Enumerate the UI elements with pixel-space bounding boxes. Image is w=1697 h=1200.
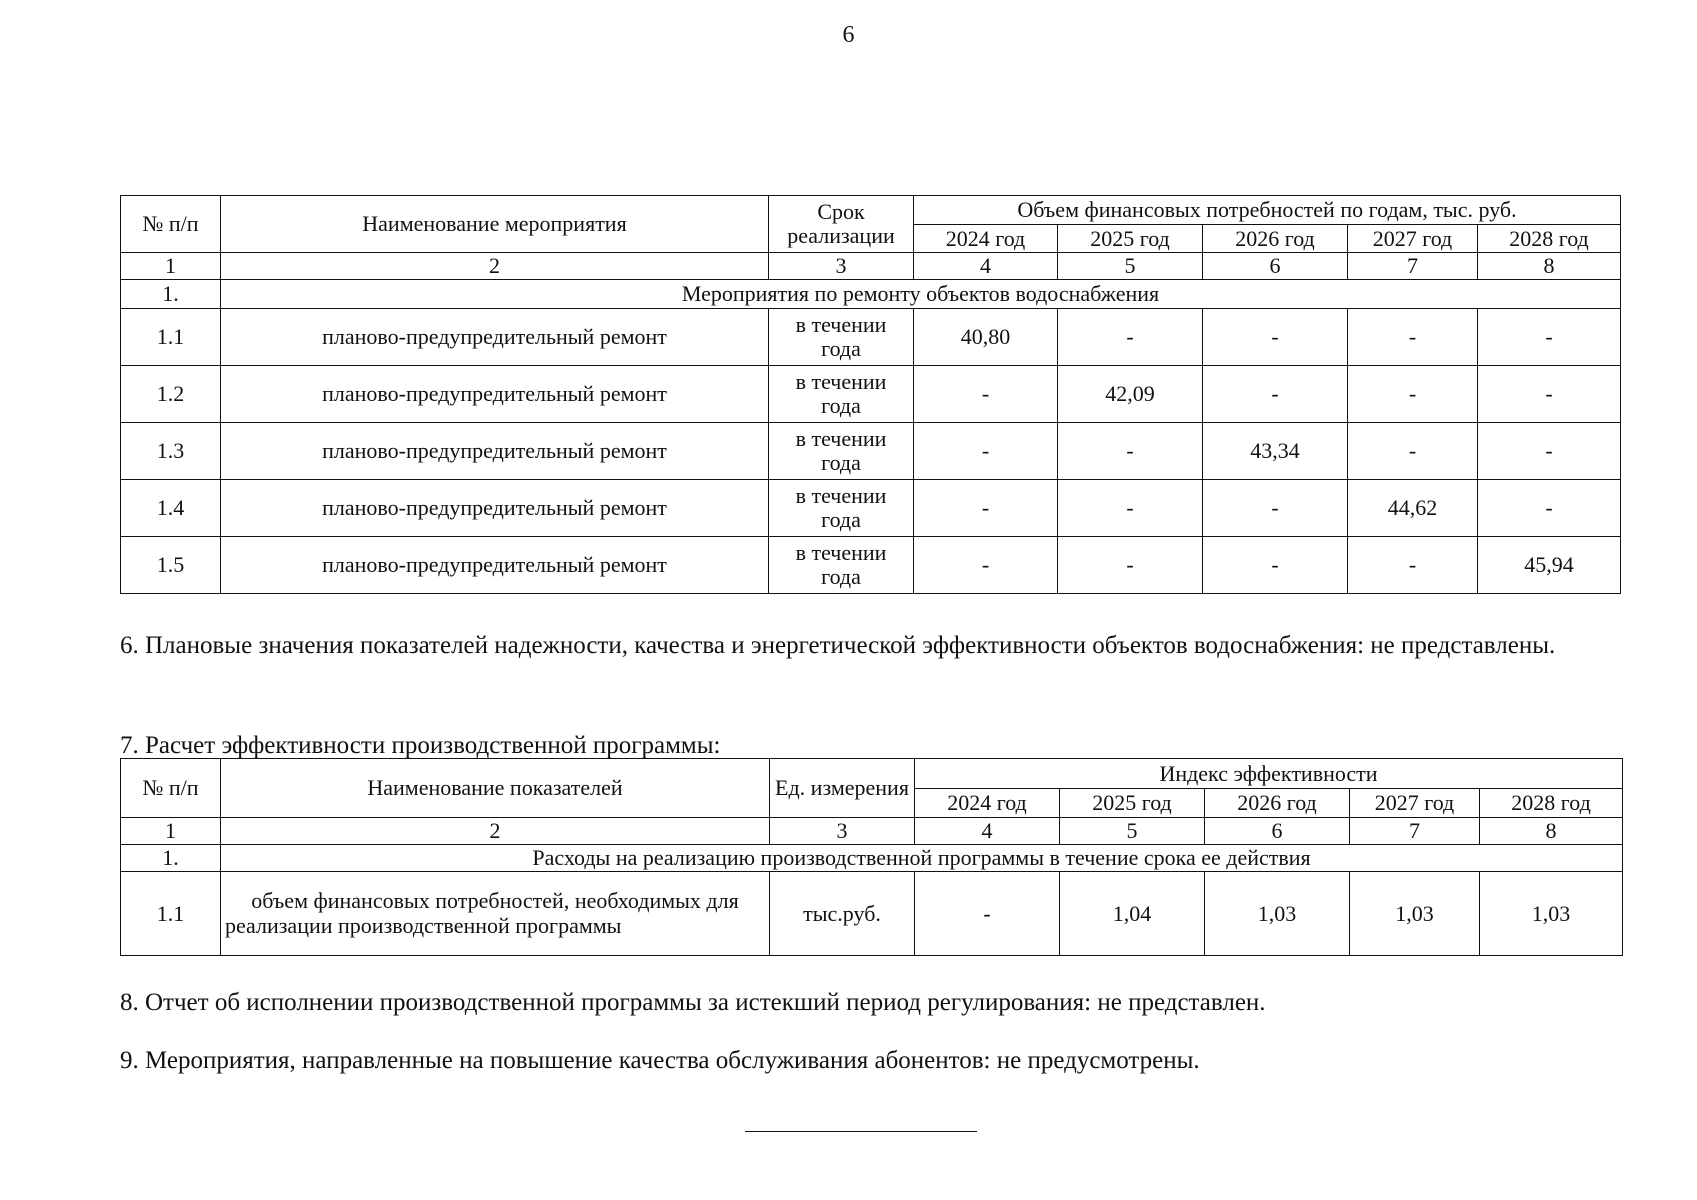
- header-num: № п/п: [121, 196, 221, 253]
- header-unit: Ед. измерения: [770, 759, 915, 818]
- row-value-2026: -: [1203, 537, 1348, 594]
- row-value-2028: -: [1478, 423, 1621, 480]
- row-value-2028: -: [1478, 309, 1621, 366]
- row-value-2025: -: [1058, 480, 1203, 537]
- row-value-2027: -: [1348, 309, 1478, 366]
- header-year: 2024 год: [914, 225, 1058, 253]
- row-value-2025: 42,09: [1058, 366, 1203, 423]
- column-number: 5: [1060, 818, 1205, 845]
- row-number: 1.5: [121, 537, 221, 594]
- header-year: 2026 год: [1205, 789, 1350, 818]
- row-term: в течении года: [769, 480, 914, 537]
- header-year: 2027 год: [1348, 225, 1478, 253]
- column-number: 6: [1205, 818, 1350, 845]
- column-number: 7: [1348, 253, 1478, 280]
- column-number: 3: [769, 253, 914, 280]
- row-value-2027: 1,03: [1350, 872, 1480, 956]
- header-year: 2026 год: [1203, 225, 1348, 253]
- row-number: 1.1: [121, 309, 221, 366]
- page-number: 6: [842, 22, 855, 48]
- row-value-2028: 45,94: [1478, 537, 1621, 594]
- paragraph-8: 8. Отчет об исполнении производственной программы за истекший период регулирования: не представлен.: [120, 989, 1266, 1016]
- header-year: 2028 год: [1480, 789, 1623, 818]
- row-value-2027: -: [1348, 423, 1478, 480]
- row-number: 1.4: [121, 480, 221, 537]
- header-financial-volume: Объем финансовых потребностей по годам, тыс. руб.: [914, 196, 1621, 225]
- header-year: 2025 год: [1060, 789, 1205, 818]
- row-unit: тыс.руб.: [770, 872, 915, 956]
- row-event-name: планово-предупредительный ремонт: [221, 537, 769, 594]
- header-year: 2024 год: [915, 789, 1060, 818]
- row-value-2027: 44,62: [1348, 480, 1478, 537]
- table-row: [121, 480, 1621, 537]
- row-value-2026: 1,03: [1205, 872, 1350, 956]
- row-value-2024: -: [914, 537, 1058, 594]
- column-number: 1: [121, 818, 221, 845]
- row-value-2024: -: [915, 872, 1060, 956]
- section-title: Расходы на реализацию производственной программы в течение срока ее действия: [221, 845, 1623, 872]
- row-term: в течении года: [769, 366, 914, 423]
- header-efficiency-index: Индекс эффективности: [915, 759, 1623, 789]
- header-term: Срок реализации: [769, 196, 914, 253]
- row-value-2025: -: [1058, 537, 1203, 594]
- row-indicator-name: объем финансовых потребностей, необходимых для реализации производственной программы: [221, 872, 770, 956]
- row-event-name: планово-предупредительный ремонт: [221, 366, 769, 423]
- row-value-2026: -: [1203, 309, 1348, 366]
- header-year: 2025 год: [1058, 225, 1203, 253]
- column-number: 5: [1058, 253, 1203, 280]
- row-term: в течении года: [769, 309, 914, 366]
- row-value-2024: -: [914, 366, 1058, 423]
- table-row: [121, 309, 1621, 366]
- row-number: 1.2: [121, 366, 221, 423]
- column-number: 8: [1480, 818, 1623, 845]
- row-value-2028: -: [1478, 480, 1621, 537]
- table-row: [121, 366, 1621, 423]
- column-number: 2: [221, 253, 769, 280]
- column-number: 2: [221, 818, 770, 845]
- efficiency-table: [120, 758, 1623, 956]
- header-indicator-name: Наименование показателей: [221, 759, 770, 818]
- column-number: 7: [1350, 818, 1480, 845]
- row-number: 1.1: [121, 872, 221, 956]
- row-value-2027: -: [1348, 366, 1478, 423]
- row-value-2024: -: [914, 480, 1058, 537]
- row-value-2026: -: [1203, 366, 1348, 423]
- row-value-2027: -: [1348, 537, 1478, 594]
- row-event-name: планово-предупредительный ремонт: [221, 309, 769, 366]
- row-value-2026: -: [1203, 480, 1348, 537]
- paragraph-7: 7. Расчет эффективности производственной программы:: [120, 732, 721, 759]
- header-year: 2028 год: [1478, 225, 1621, 253]
- row-term: в течении года: [769, 537, 914, 594]
- column-number: 1: [121, 253, 221, 280]
- row-event-name: планово-предупредительный ремонт: [221, 480, 769, 537]
- column-number: 6: [1203, 253, 1348, 280]
- section-number: 1.: [121, 845, 221, 872]
- end-separator-line: [745, 1131, 977, 1132]
- row-term: в течении года: [769, 423, 914, 480]
- row-value-2025: -: [1058, 309, 1203, 366]
- row-value-2025: 1,04: [1060, 872, 1205, 956]
- financial-needs-table: [120, 195, 1621, 594]
- paragraph-9: 9. Мероприятия, направленные на повышение качества обслуживания абонентов: не предусмотрены.: [120, 1047, 1200, 1074]
- column-number: 4: [915, 818, 1060, 845]
- row-event-name: планово-предупредительный ремонт: [221, 423, 769, 480]
- row-value-2028: 1,03: [1480, 872, 1623, 956]
- row-value-2024: -: [914, 423, 1058, 480]
- row-number: 1.3: [121, 423, 221, 480]
- column-number: 4: [914, 253, 1058, 280]
- table-row: [121, 872, 1623, 956]
- paragraph-6: 6. Плановые значения показателей надежности, качества и энергетической эффективности объектов водоснабжения: не представлены.: [120, 632, 1556, 659]
- section-title: Мероприятия по ремонту объектов водоснабжения: [221, 280, 1621, 309]
- table-row: [121, 537, 1621, 594]
- table-row: [121, 423, 1621, 480]
- column-number: 3: [770, 818, 915, 845]
- row-value-2026: 43,34: [1203, 423, 1348, 480]
- row-value-2025: -: [1058, 423, 1203, 480]
- header-event-name: Наименование мероприятия: [221, 196, 769, 253]
- column-number: 8: [1478, 253, 1621, 280]
- header-num: № п/п: [121, 759, 221, 818]
- row-value-2024: 40,80: [914, 309, 1058, 366]
- row-value-2028: -: [1478, 366, 1621, 423]
- section-number: 1.: [121, 280, 221, 309]
- header-year: 2027 год: [1350, 789, 1480, 818]
